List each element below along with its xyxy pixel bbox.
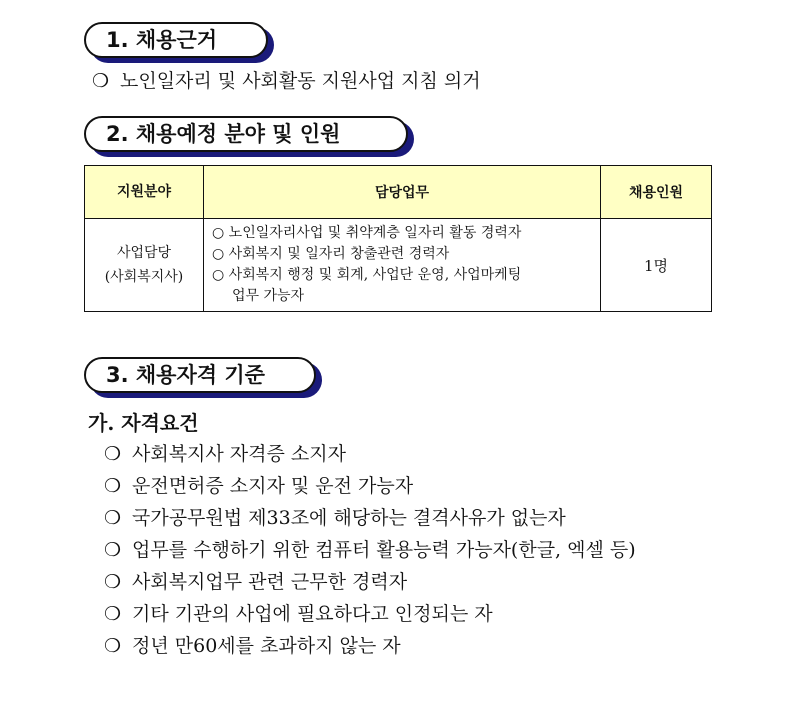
header-field: 지원분야 [85, 166, 204, 219]
hollow-circle-bullet-icon: ❍ [104, 507, 122, 529]
hollow-circle-bullet-icon: ❍ [104, 475, 122, 497]
section-title-3-label: 3. 채용자격 기준 [84, 357, 316, 393]
header-duty: 담당업무 [204, 166, 601, 219]
table-header-row [85, 166, 712, 219]
list-item: ❍ 사회복지업무 관련 근무한 경력자 [104, 571, 408, 593]
field-qualification: (사회복지사) [104, 269, 184, 285]
duty-item: ○ 사회복지 행정 및 회계, 사업단 운영, 사업마케팅 [212, 267, 522, 283]
field-cell [85, 219, 204, 312]
section-title-1 [84, 22, 268, 58]
section-title-3 [84, 357, 316, 393]
hollow-circle-bullet-icon: ❍ [92, 70, 110, 92]
hollow-circle-bullet-icon: ❍ [104, 635, 122, 657]
duty-item-continuation: 업무 가능자 [232, 288, 305, 304]
list-item: ❍ 사회복지사 자격증 소지자 [104, 443, 346, 465]
hollow-circle-bullet-icon: ❍ [104, 603, 122, 625]
header-count: 채용인원 [601, 166, 712, 219]
basis-text: 노인일자리 및 사회활동 지원사업 지침 의거 [120, 70, 481, 92]
duty-cell [204, 219, 601, 312]
recruitment-table [84, 165, 712, 312]
list-item: ❍ 기타 기관의 사업에 필요하다고 인정되는 자 [104, 603, 493, 625]
hollow-circle-bullet-icon: ❍ [104, 443, 122, 465]
table-row [85, 219, 712, 312]
list-item: ❍ 국가공무원법 제33조에 해당하는 결격사유가 없는자 [104, 507, 566, 529]
duty-item: ○ 사회복지 및 일자리 창출관련 경력자 [212, 246, 450, 262]
list-item: ❍ 정년 만60세를 초과하지 않는 자 [104, 635, 401, 657]
list-item: ❍ 업무를 수행하기 위한 컴퓨터 활용능력 가능자(한글, 엑셀 등) [104, 539, 636, 561]
circle-bullet-icon: ○ [212, 267, 225, 283]
list-item: ❍ 운전면허증 소지자 및 운전 가능자 [104, 475, 414, 497]
basis-line [92, 66, 481, 93]
circle-bullet-icon: ○ [212, 225, 225, 241]
hollow-circle-bullet-icon: ❍ [104, 571, 122, 593]
circle-bullet-icon: ○ [212, 246, 225, 262]
hollow-circle-bullet-icon: ❍ [104, 539, 122, 561]
section-title-1-label: 1. 채용근거 [84, 22, 268, 58]
section-title-2 [84, 116, 408, 152]
count-cell: 1명 [601, 219, 712, 312]
section-title-2-label: 2. 채용예정 분야 및 인원 [84, 116, 408, 152]
qualification-subtitle: 가. 자격요건 [88, 411, 199, 435]
field-name: 사업담당 [116, 245, 172, 261]
duty-item: ○ 노인일자리사업 및 취약계층 일자리 활동 경력자 [212, 225, 522, 241]
